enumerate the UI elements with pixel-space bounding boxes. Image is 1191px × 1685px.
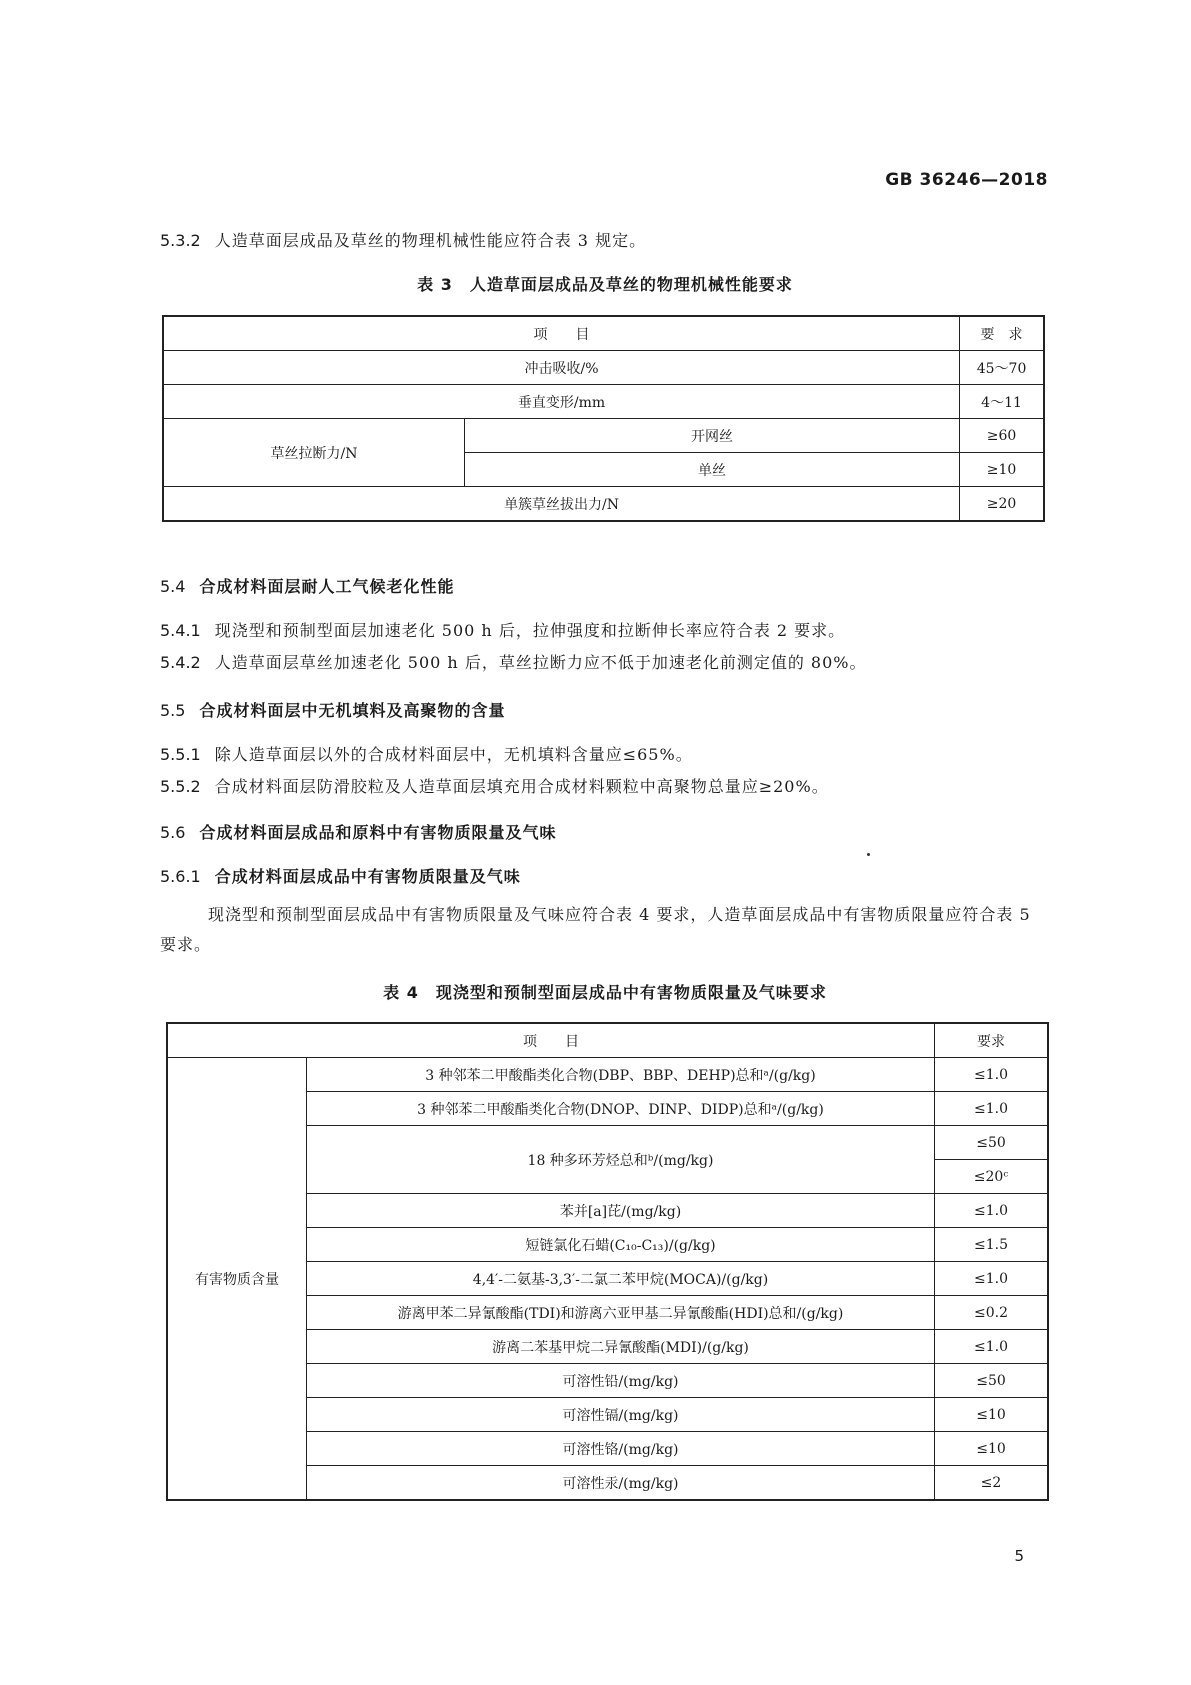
section-number: 5.5 — [160, 701, 186, 720]
row-value: 4～11 — [960, 385, 1044, 419]
row-label: 可溶性铬/(mg/kg) — [307, 1432, 935, 1466]
table-header-row — [167, 1023, 1048, 1058]
clause-5-5-1 — [160, 742, 693, 765]
section-title: 合成材料面层耐人工气候老化性能 — [199, 577, 455, 596]
row-value: 45～70 — [960, 351, 1044, 385]
row-value: ≥10 — [960, 453, 1044, 487]
row-value: ≤2 — [935, 1466, 1049, 1501]
row-value: ≤0.2 — [935, 1296, 1049, 1330]
clause-5-5-2 — [160, 774, 829, 797]
row-label: 4,4′-二氨基-3,3′-二氯二苯甲烷(MOCA)/(g/kg) — [307, 1262, 935, 1296]
row-value: ≤20ᶜ — [935, 1160, 1049, 1194]
table-row — [163, 487, 1044, 522]
clause-number: 5.3.2 — [160, 231, 201, 250]
row-label: 可溶性铅/(mg/kg) — [307, 1364, 935, 1398]
header-item: 项 目 — [167, 1023, 935, 1058]
table-row — [163, 351, 1044, 385]
clause-text: 除人造草面层以外的合成材料面层中，无机填料含量应≤65%。 — [214, 745, 693, 764]
section-title: 合成材料面层中无机填料及高聚物的含量 — [199, 701, 506, 720]
row-value: ≤10 — [935, 1398, 1049, 1432]
row-sublabel: 开网丝 — [465, 419, 960, 453]
table-3 — [162, 315, 1045, 522]
section-5-6-1-heading — [160, 864, 521, 887]
row-sublabel: 单丝 — [465, 453, 960, 487]
clause-number: 5.4.1 — [160, 621, 201, 640]
stray-mark — [867, 853, 870, 856]
clause-number: 5.4.2 — [160, 653, 201, 672]
row-value: ≤50 — [935, 1364, 1049, 1398]
clause-text: 人造草面层成品及草丝的物理机械性能应符合表 3 规定。 — [214, 231, 647, 250]
row-value: ≤1.0 — [935, 1092, 1049, 1126]
section-number: 5.6.1 — [160, 867, 201, 886]
row-label: 短链氯化石蜡(C₁₀-C₁₃)/(g/kg) — [307, 1228, 935, 1262]
row-label: 游离二苯基甲烷二异氰酸酯(MDI)/(g/kg) — [307, 1330, 935, 1364]
row-value: ≤1.0 — [935, 1058, 1049, 1092]
section-title: 合成材料面层成品和原料中有害物质限量及气味 — [199, 823, 557, 842]
row-label: 垂直变形/mm — [163, 385, 960, 419]
clause-text: 人造草面层草丝加速老化 500 h 后，草丝拉断力应不低于加速老化前测定值的 80%。 — [214, 653, 867, 672]
clause-5-6-1-body: 现浇型和预制型面层成品中有害物质限量及气味应符合表 4 要求，人造草面层成品中有害物质限量应符合表 5 要求。 — [160, 905, 1031, 954]
clause-5-3-2 — [160, 228, 646, 251]
row-value: ≤1.0 — [935, 1330, 1049, 1364]
table-4-caption: 表 4 现浇型和预制型面层成品中有害物质限量及气味要求 — [383, 983, 827, 1002]
group-label: 有害物质含量 — [167, 1058, 307, 1501]
section-number: 5.4 — [160, 577, 186, 596]
clause-number: 5.5.1 — [160, 745, 201, 764]
section-5-4-heading — [160, 574, 454, 597]
row-value: ≤1.0 — [935, 1262, 1049, 1296]
clause-number: 5.5.2 — [160, 777, 201, 796]
row-label: 可溶性镉/(mg/kg) — [307, 1398, 935, 1432]
row-value: ≥20 — [960, 487, 1044, 522]
row-value: ≤50 — [935, 1126, 1049, 1160]
clause-text: 合成材料面层防滑胶粒及人造草面层填充用合成材料颗粒中高聚物总量应≥20%。 — [214, 777, 829, 796]
clause-5-4-1 — [160, 618, 845, 641]
clause-text: 现浇型和预制型面层加速老化 500 h 后，拉伸强度和拉断伸长率应符合表 2 要求。 — [214, 621, 846, 640]
table-row — [163, 385, 1044, 419]
row-value: ≥60 — [960, 419, 1044, 453]
row-label: 3 种邻苯二甲酸酯类化合物(DBP、BBP、DEHP)总和ᵃ/(g/kg) — [307, 1058, 935, 1092]
header-requirement: 要求 — [935, 1023, 1049, 1058]
clause-5-4-2 — [160, 650, 866, 673]
standard-number: GB 36246—2018 — [885, 170, 1048, 190]
table-3-caption: 表 3 人造草面层成品及草丝的物理机械性能要求 — [417, 275, 793, 294]
row-value: ≤1.0 — [935, 1194, 1049, 1228]
header-item: 项 目 — [163, 316, 960, 351]
row-value: ≤10 — [935, 1432, 1049, 1466]
row-value: ≤1.5 — [935, 1228, 1049, 1262]
section-5-6-heading — [160, 820, 556, 843]
row-label: 游离甲苯二异氰酸酯(TDI)和游离六亚甲基二异氰酸酯(HDI)总和/(g/kg) — [307, 1296, 935, 1330]
table-header-row — [163, 316, 1044, 351]
header-requirement: 要 求 — [960, 316, 1044, 351]
page-number: 5 — [1014, 1547, 1024, 1565]
row-label: 苯并[a]芘/(mg/kg) — [307, 1194, 935, 1228]
section-5-5-heading — [160, 698, 505, 721]
row-label: 冲击吸收/% — [163, 351, 960, 385]
row-label: 18 种多环芳烃总和ᵇ/(mg/kg) — [307, 1126, 935, 1194]
section-number: 5.6 — [160, 823, 186, 842]
section-title: 合成材料面层成品中有害物质限量及气味 — [214, 867, 521, 886]
table-4 — [166, 1022, 1049, 1501]
row-label: 草丝拉断力/N — [163, 419, 465, 487]
row-label: 单簇草丝拔出力/N — [163, 487, 960, 522]
table-row — [167, 1058, 1048, 1092]
row-label: 可溶性汞/(mg/kg) — [307, 1466, 935, 1501]
table-row — [163, 419, 1044, 453]
row-label: 3 种邻苯二甲酸酯类化合物(DNOP、DINP、DIDP)总和ᵃ/(g/kg) — [307, 1092, 935, 1126]
